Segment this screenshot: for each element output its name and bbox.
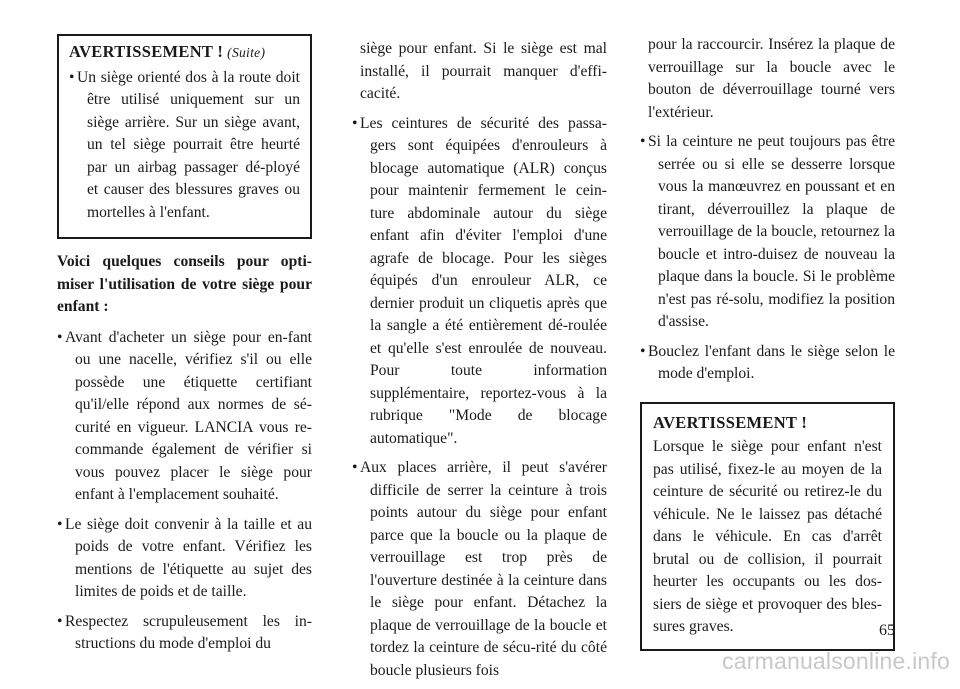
list-item-continuation: pour la raccourcir. Insérez la plaque de verrouillage sur la boucle avec le bouton de déverrouillage tourné vers l'extérieur.	[648, 36, 895, 121]
watermark: carmanualsonline.info	[722, 648, 950, 674]
column-left	[57, 34, 312, 663]
list-item: • Le siège doit convenir à la taille et au poids de votre enfant. Vérifiez les mentions de l'étiquette au sujet des limites de poids et de taille.	[57, 514, 312, 604]
column-right	[640, 34, 895, 651]
list-item: • Si la ceinture ne peut toujours pas être serrée ou si elle se desserre lorsque vous la manœuvrez en poussant et en tirant, déverrouillez la plaque de verrouillage de la boucle, retournez la boucle et intro-duisez de nouveau la plaque dans la boucle. Si le problème n'est pas ré-solu, modifiez la position d'assise.	[640, 131, 895, 334]
list-item: • Bouclez l'enfant dans le siège selon le mode d'emploi.	[640, 341, 895, 386]
warning-text: Lorsque le siège pour enfant n'est pas utilisé, fixez-le au moyen de la ceinture de sécurité ou retirez-le du véhicule. Ne le laissez pas détaché dans le véhicule. En cas d'arrêt brutal ou de collision, il pourrait heurter les occupants ou les dos-siers de siège et provoquer des bles-sures graves.	[653, 438, 882, 635]
page-number: 65	[879, 622, 895, 639]
list-item-continuation: siège pour enfant. Si le siège est mal installé, il pourrait manquer d'effi-cacité.	[360, 40, 607, 102]
list-item: • Les ceintures de sécurité des passa-gers sont équipées d'enrouleurs à blocage automatique (ALR) conçus pour maintenir fermement le cein-ture abdominale autour du siège enfant afin d'éviter l'emploi d'une agrafe de blocage. Pour les sièges équipés d'un enrouleur ALR, ce dernier produit un cliquetis après que la sangle a été entièrement dé-roulée et qu'elle s'est enroulée de nouveau. Pour toute information supplémentaire, reportez-vous à la rubrique "Mode de blocage automatique".	[352, 113, 607, 451]
warning-subtitle: (Suite)	[227, 45, 266, 60]
warning-title: AVERTISSEMENT !	[653, 412, 808, 432]
section-heading: Voici quelques conseils pour opti-miser l'utilisation de votre siège pour enfant :	[57, 253, 312, 315]
tips-list-continued	[352, 38, 607, 682]
warning-box	[640, 402, 895, 651]
warning-list	[69, 67, 300, 225]
column-middle	[352, 38, 607, 689]
warning-title: AVERTISSEMENT ! (Suite)	[69, 42, 266, 61]
warning-item: • Un siège orienté dos à la route doit être utilisé uniquement sur un siège arrière. Sur un siège avant, un tel siège pourrait être heurté par un airbag passager dé-ployé et causer des blessures graves ou mortelles à l'enfant.	[69, 67, 300, 225]
tips-list	[57, 327, 312, 656]
warning-box-continued	[57, 34, 312, 239]
list-item: • Aux places arrière, il peut s'avérer difficile de serrer la ceinture à trois points autour du siège pour enfant parce que la boucle ou la plaque de verrouillage est trop près de l'ouverture destinée à la ceinture dans le siège pour enfant. Détachez la plaque de verrouillage de la boucle et tordez la ceinture de sécu-rité du côté boucle plusieurs fois	[352, 457, 607, 682]
list-item: • Respectez scrupuleusement les in-structions du mode d'emploi du	[57, 611, 312, 656]
tips-list-continued	[640, 34, 895, 386]
list-item: • Avant d'acheter un siège pour en-fant ou une nacelle, vérifiez s'il ou elle possède une étiquette certifiant qu'il/elle répond aux normes de sé-curité en vigueur. LANCIA vous re-commande également de vérifier si vous pouvez placer le siège pour enfant à l'emplacement souhaité.	[57, 327, 312, 507]
